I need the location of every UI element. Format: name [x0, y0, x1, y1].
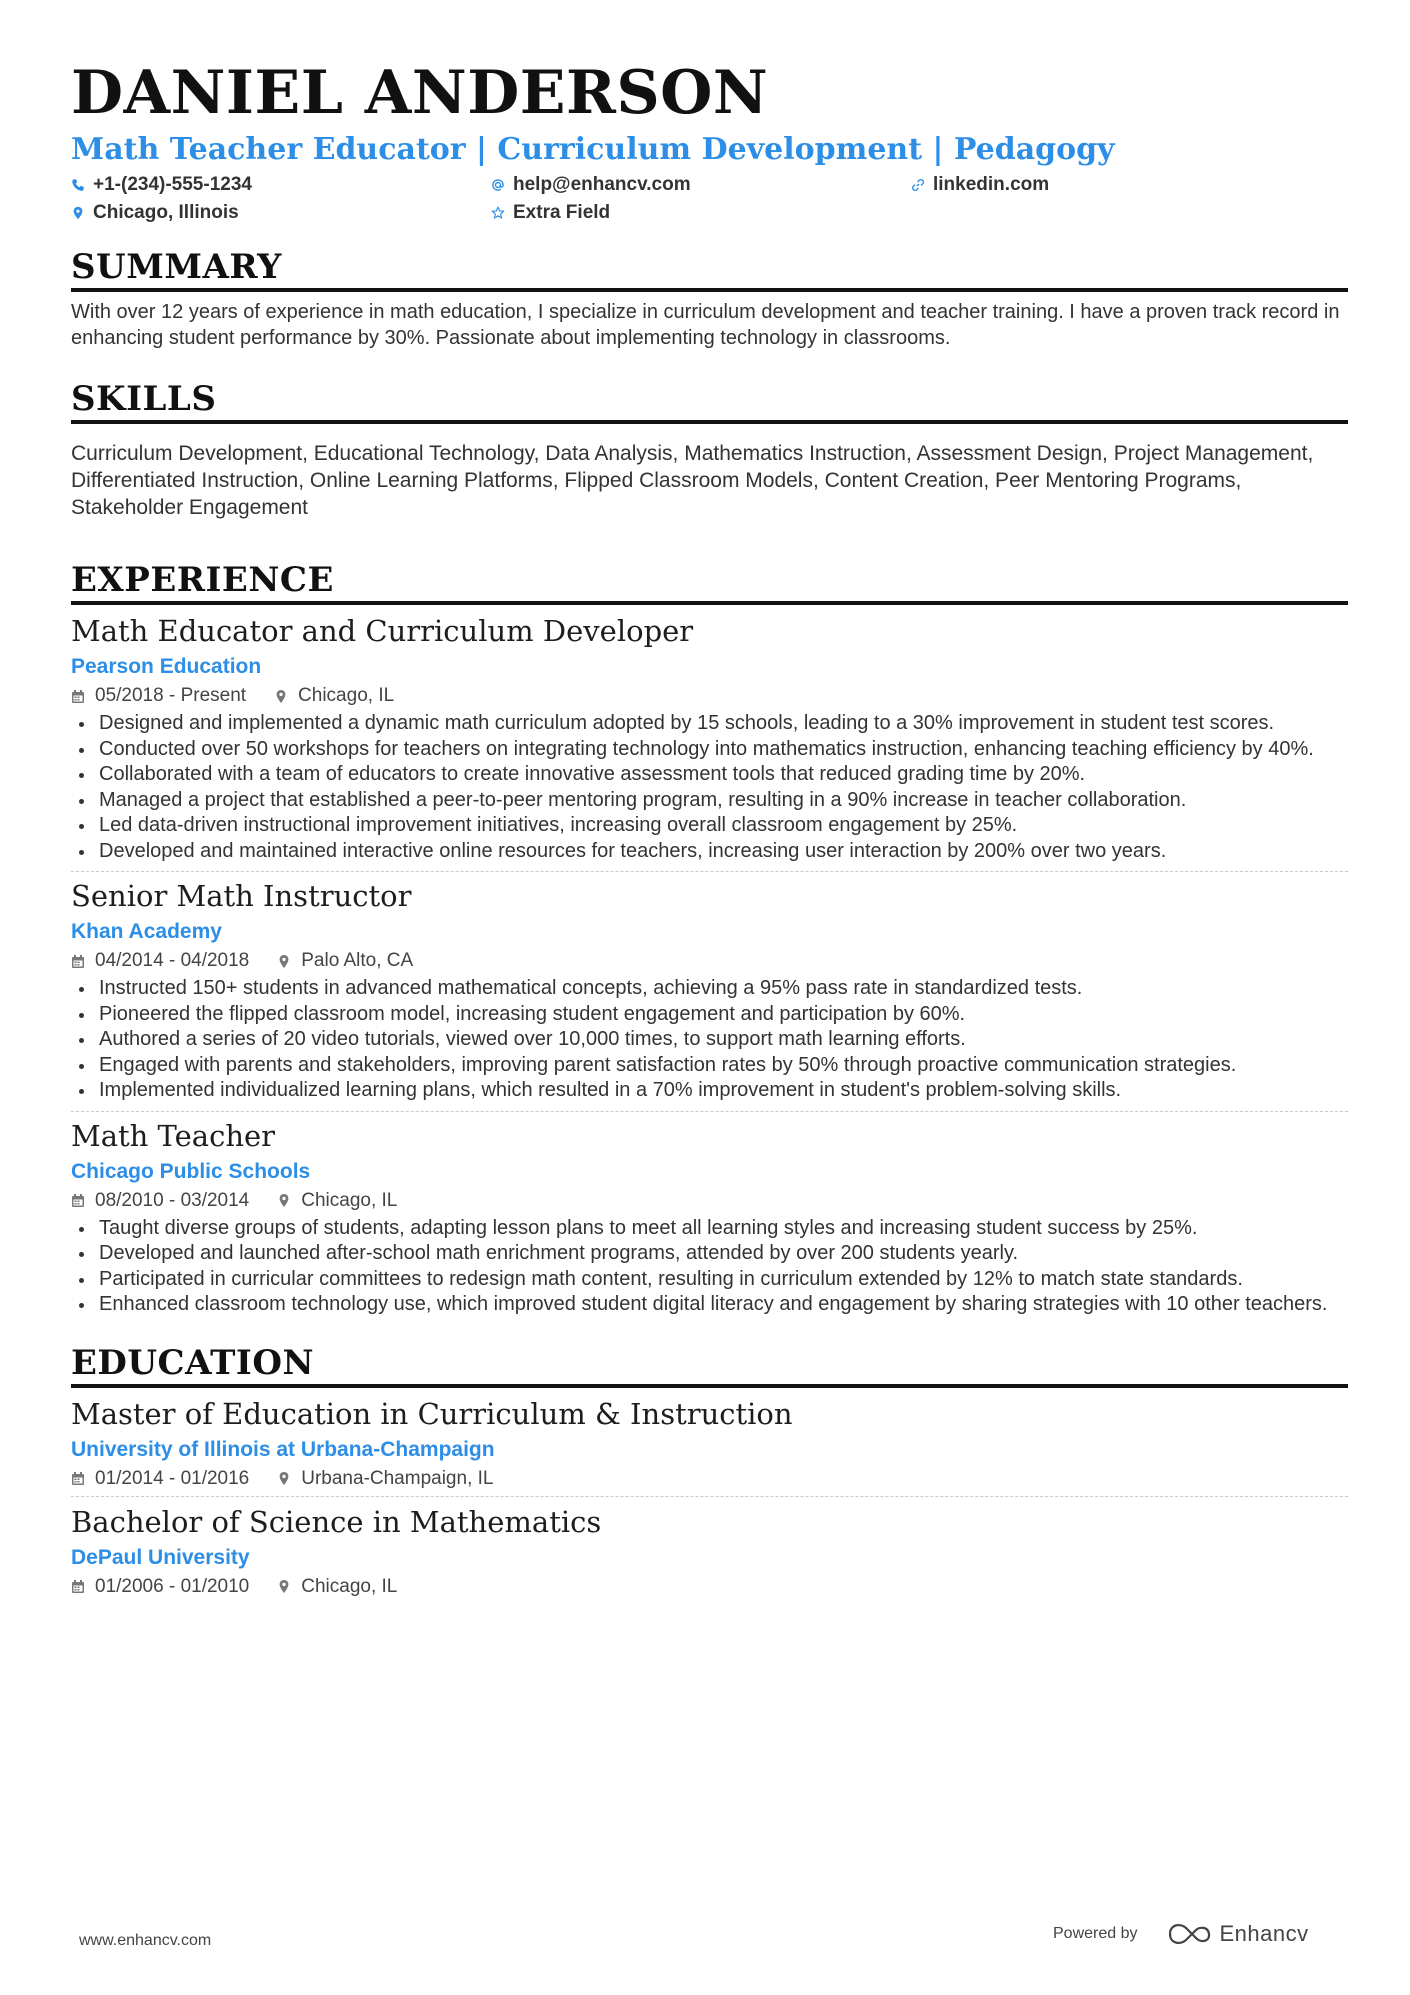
list-item: Authored a series of 20 video tutorials, viewed over 10,000 times, to support math learning efforts. [71, 1027, 1348, 1053]
resume-page [71, 58, 1348, 1602]
email-text: help@enhancv.com [513, 174, 691, 195]
company-name: Pearson Education [71, 655, 262, 678]
degree-title: Master of Education in Curriculum & Instruction [71, 1396, 793, 1431]
education-item [71, 1396, 1348, 1494]
list-item: Conducted over 50 workshops for teachers on integrating technology into mathematics instruction, enhancing teaching efficiency by 40%. [71, 737, 1348, 763]
education-dates: 01/2006 - 01/2010 [95, 1575, 250, 1597]
contact-linkedin[interactable] [911, 173, 1348, 197]
contact-info [71, 173, 1348, 225]
job-dates: 04/2014 - 04/2018 [95, 950, 250, 971]
list-item: Taught diverse groups of students, adapting lesson plans to meet all learning styles and increasing student success by 25%. [71, 1216, 1348, 1242]
school-name: DePaul University [71, 1545, 250, 1569]
extra-text: Extra Field [513, 202, 611, 223]
experience-item [71, 613, 1348, 864]
experience-item [71, 878, 1348, 1104]
education-meta [71, 1464, 1348, 1494]
list-item: Developed and launched after-school math enrichment programs, attended by over 200 students yearly. [71, 1241, 1348, 1267]
location-text: Chicago, Illinois [93, 202, 239, 223]
summary-section [71, 247, 1348, 351]
company-name: Khan Academy [71, 920, 222, 943]
brand-name: Enhancv [1219, 1921, 1309, 1946]
star-icon [491, 204, 505, 222]
list-item: Led data-driven instructional improvement initiatives, increasing overall classroom engagement by 25%. [71, 813, 1348, 839]
job-location: Chicago, IL [301, 1189, 398, 1211]
footer-branding [1053, 1921, 1309, 1947]
item-divider [71, 871, 1348, 872]
list-item: Instructed 150+ students in advanced mathematical concepts, achieving a 95% pass rate in standardized tests. [71, 976, 1348, 1002]
map-pin-icon [277, 1471, 291, 1487]
education-dates: 01/2014 - 01/2016 [95, 1467, 250, 1489]
education-item [71, 1504, 1348, 1602]
job-location: Chicago, IL [298, 685, 395, 706]
skills-title: SKILLS [71, 379, 1348, 424]
education-location-wrap [277, 1466, 493, 1492]
list-item: Engaged with parents and stakeholders, improving parent satisfaction rates by 50% through proactive communication strategies. [71, 1053, 1348, 1079]
phone-icon [71, 176, 85, 194]
list-item: Pioneered the flipped classroom model, increasing student engagement and participation by 60%. [71, 1002, 1348, 1028]
candidate-headline: Math Teacher Educator | Curriculum Development | Pedagogy [71, 132, 1115, 167]
list-item: Managed a project that established a peer-to-peer mentoring program, resulting in a 90% increase in teacher collaboration. [71, 788, 1348, 814]
contact-email[interactable] [491, 173, 911, 197]
experience-item [71, 1118, 1348, 1318]
job-bullets [71, 976, 1348, 1104]
job-location-wrap [277, 948, 413, 974]
job-title: Math Teacher [71, 1118, 276, 1153]
map-pin-icon [277, 953, 291, 969]
map-pin-icon [274, 688, 288, 704]
degree-title: Bachelor of Science in Mathematics [71, 1504, 602, 1539]
job-dates: 08/2010 - 03/2014 [95, 1189, 250, 1211]
contact-location [71, 201, 491, 225]
job-meta [71, 1186, 1348, 1216]
calendar-icon [71, 688, 85, 704]
enhancv-logo[interactable] [1166, 1921, 1309, 1947]
list-item: Developed and maintained interactive online resources for teachers, increasing user interaction by 200% over two years. [71, 839, 1348, 865]
job-meta [71, 681, 1348, 711]
job-meta [71, 946, 1348, 976]
link-icon [911, 176, 925, 194]
summary-text: With over 12 years of experience in math education, I specialize in curriculum development and teacher training. I have a proven track record in enhancing student performance by 30%. Passionate about implementing technology in classrooms. [71, 301, 1340, 349]
phone-text: +1-(234)-555-1234 [93, 174, 252, 195]
map-pin-icon [71, 204, 85, 222]
education-location: Urbana-Champaign, IL [301, 1467, 494, 1489]
candidate-name: DANIEL ANDERSON [71, 58, 769, 128]
at-sign-icon [491, 176, 505, 194]
contact-extra [491, 201, 911, 225]
linkedin-text: linkedin.com [933, 174, 1050, 195]
calendar-icon [71, 953, 85, 969]
job-title: Senior Math Instructor [71, 879, 412, 913]
list-item: Collaborated with a team of educators to create innovative assessment tools that reduced grading time by 20%. [71, 762, 1348, 788]
list-item: Implemented individualized learning plans, which resulted in a 70% improvement in student's problem-solving skills. [71, 1078, 1348, 1104]
education-section [71, 1343, 1348, 1602]
powered-by-text: Powered by [1053, 1925, 1138, 1942]
summary-title: SUMMARY [71, 247, 1348, 292]
calendar-icon [71, 1471, 85, 1487]
footer-website[interactable]: www.enhancv.com [79, 1932, 212, 1949]
job-location-wrap [274, 683, 394, 709]
experience-section [71, 560, 1348, 1318]
education-meta [71, 1572, 1348, 1602]
list-item: Designed and implemented a dynamic math curriculum adopted by 15 schools, leading to a 30% improvement in student test scores. [71, 711, 1348, 737]
job-location-wrap [277, 1188, 397, 1214]
skills-text: Curriculum Development, Educational Technology, Data Analysis, Mathematics Instruction, Assessment Design, Project Management, Differentiated Instruction, Online Learning Platforms, Flipped Classroom Models, Content Creation, Peer Mentoring Programs, Stakeholder Engagement [71, 442, 1314, 519]
contact-phone[interactable] [71, 173, 491, 197]
skills-section [71, 379, 1348, 521]
list-item: Enhanced classroom technology use, which improved student digital literacy and engagement by sharing strategies with 10 other teachers. [71, 1292, 1348, 1318]
school-name: University of Illinois at Urbana-Champaign [71, 1437, 495, 1461]
job-bullets [71, 711, 1348, 864]
job-bullets [71, 1216, 1348, 1318]
calendar-icon [71, 1579, 85, 1595]
experience-title: EXPERIENCE [71, 560, 1348, 605]
job-title: Math Educator and Curriculum Developer [71, 614, 694, 648]
item-divider [71, 1111, 1348, 1112]
map-pin-icon [277, 1193, 291, 1209]
enhancv-logo-icon [1166, 1922, 1214, 1946]
job-location: Palo Alto, CA [301, 950, 414, 971]
map-pin-icon [277, 1579, 291, 1595]
job-dates: 05/2018 - Present [95, 685, 247, 706]
list-item: Participated in curricular committees to redesign math content, resulting in curriculum extended by 12% to match state standards. [71, 1267, 1348, 1293]
item-divider [71, 1496, 1348, 1497]
education-location: Chicago, IL [301, 1575, 398, 1597]
company-name: Chicago Public Schools [71, 1159, 311, 1183]
calendar-icon [71, 1193, 85, 1209]
education-title: EDUCATION [71, 1343, 1348, 1388]
education-location-wrap [277, 1574, 397, 1600]
